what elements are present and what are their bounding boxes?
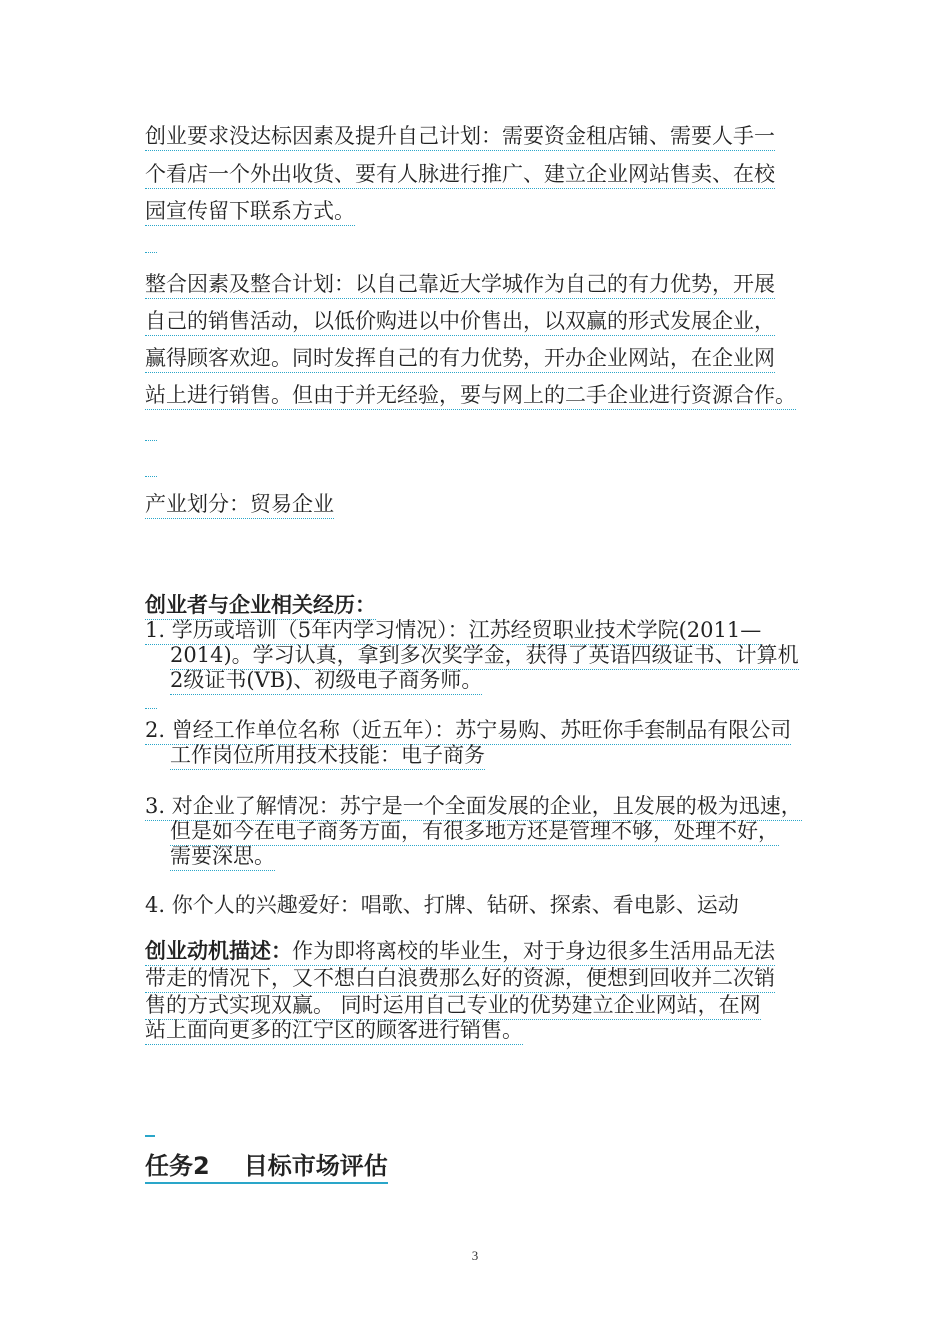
- list-item-line: 2级证书(VB)、初级电子商务师。: [170, 666, 482, 695]
- list-item-line: 工作岗位所用技术技能：电子商务: [170, 741, 485, 770]
- list-item-line: 2. 曾经工作单位名称（近五年）：苏宁易购、苏旺你手套制品有限公司: [145, 716, 791, 745]
- heading-mark: [145, 1135, 155, 1137]
- industry-line: 产业划分：贸易企业: [145, 490, 334, 519]
- empty-paragraph-mark: [145, 440, 157, 441]
- list-item-line: 4. 你个人的兴趣爱好：唱歌、打牌、钻研、探索、看电影、运动: [145, 893, 739, 917]
- empty-paragraph-mark: [145, 252, 157, 253]
- motivation-label: 创业动机描述：: [145, 939, 292, 963]
- section-heading: [145, 1150, 388, 1184]
- section-number: 任务2: [145, 1152, 210, 1180]
- paragraph-line: 站上进行销售。但由于并无经验，要与网上的二手企业进行资源合作。: [145, 381, 796, 410]
- motivation-line: [145, 937, 775, 966]
- paragraph-line: 整合因素及整合计划：以自己靠近大学城作为自己的有力优势，开展: [145, 270, 775, 299]
- list-item-line: 需要深思。: [170, 842, 275, 871]
- motivation-line: 站上面向更多的江宁区的顾客进行销售。: [145, 1016, 523, 1045]
- paragraph-line: 赢得顾客欢迎。同时发挥自己的有力优势，开办企业网站，在企业网: [145, 344, 775, 373]
- paragraph-line: 个看店一个外出收货、要有人脉进行推广、建立企业网站售卖、在校: [145, 160, 775, 189]
- experience-title: 创业者与企业相关经历：: [145, 591, 376, 620]
- section-title: 目标市场评估: [243, 1152, 388, 1180]
- motivation-line: 带走的情况下，又不想白白浪费那么好的资源，便想到回收并二次销: [145, 964, 775, 993]
- paragraph-line: 自己的销售活动，以低价购进以中价售出，以双赢的形式发展企业，: [145, 307, 775, 336]
- motivation-text: 作为即将离校的毕业生，对于身边很多生活用品无法: [292, 939, 775, 963]
- paragraph-line: 园宣传留下联系方式。: [145, 197, 355, 226]
- paragraph-line: 创业要求没达标因素及提升自己计划：需要资金租店铺、需要人手一: [145, 122, 775, 151]
- list-item-line: 2014)。学习认真，拿到多次奖学金，获得了英语四级证书、计算机: [170, 641, 799, 670]
- empty-paragraph-mark: [145, 708, 157, 709]
- empty-paragraph-mark: [145, 476, 157, 477]
- motivation-line: 售的方式实现双赢。 同时运用自己专业的优势建立企业网站，在网: [145, 991, 761, 1020]
- list-item-line: 但是如今在电子商务方面，有很多地方还是管理不够，处理不好，: [170, 817, 779, 846]
- list-item-line: 3. 对企业了解情况：苏宁是一个全面发展的企业，且发展的极为迅速，: [145, 792, 802, 821]
- list-item-line: 1. 学历或培训（5年内学习情况）：江苏经贸职业技术学院(2011—: [145, 616, 761, 645]
- page-number: 3: [471, 1248, 479, 1263]
